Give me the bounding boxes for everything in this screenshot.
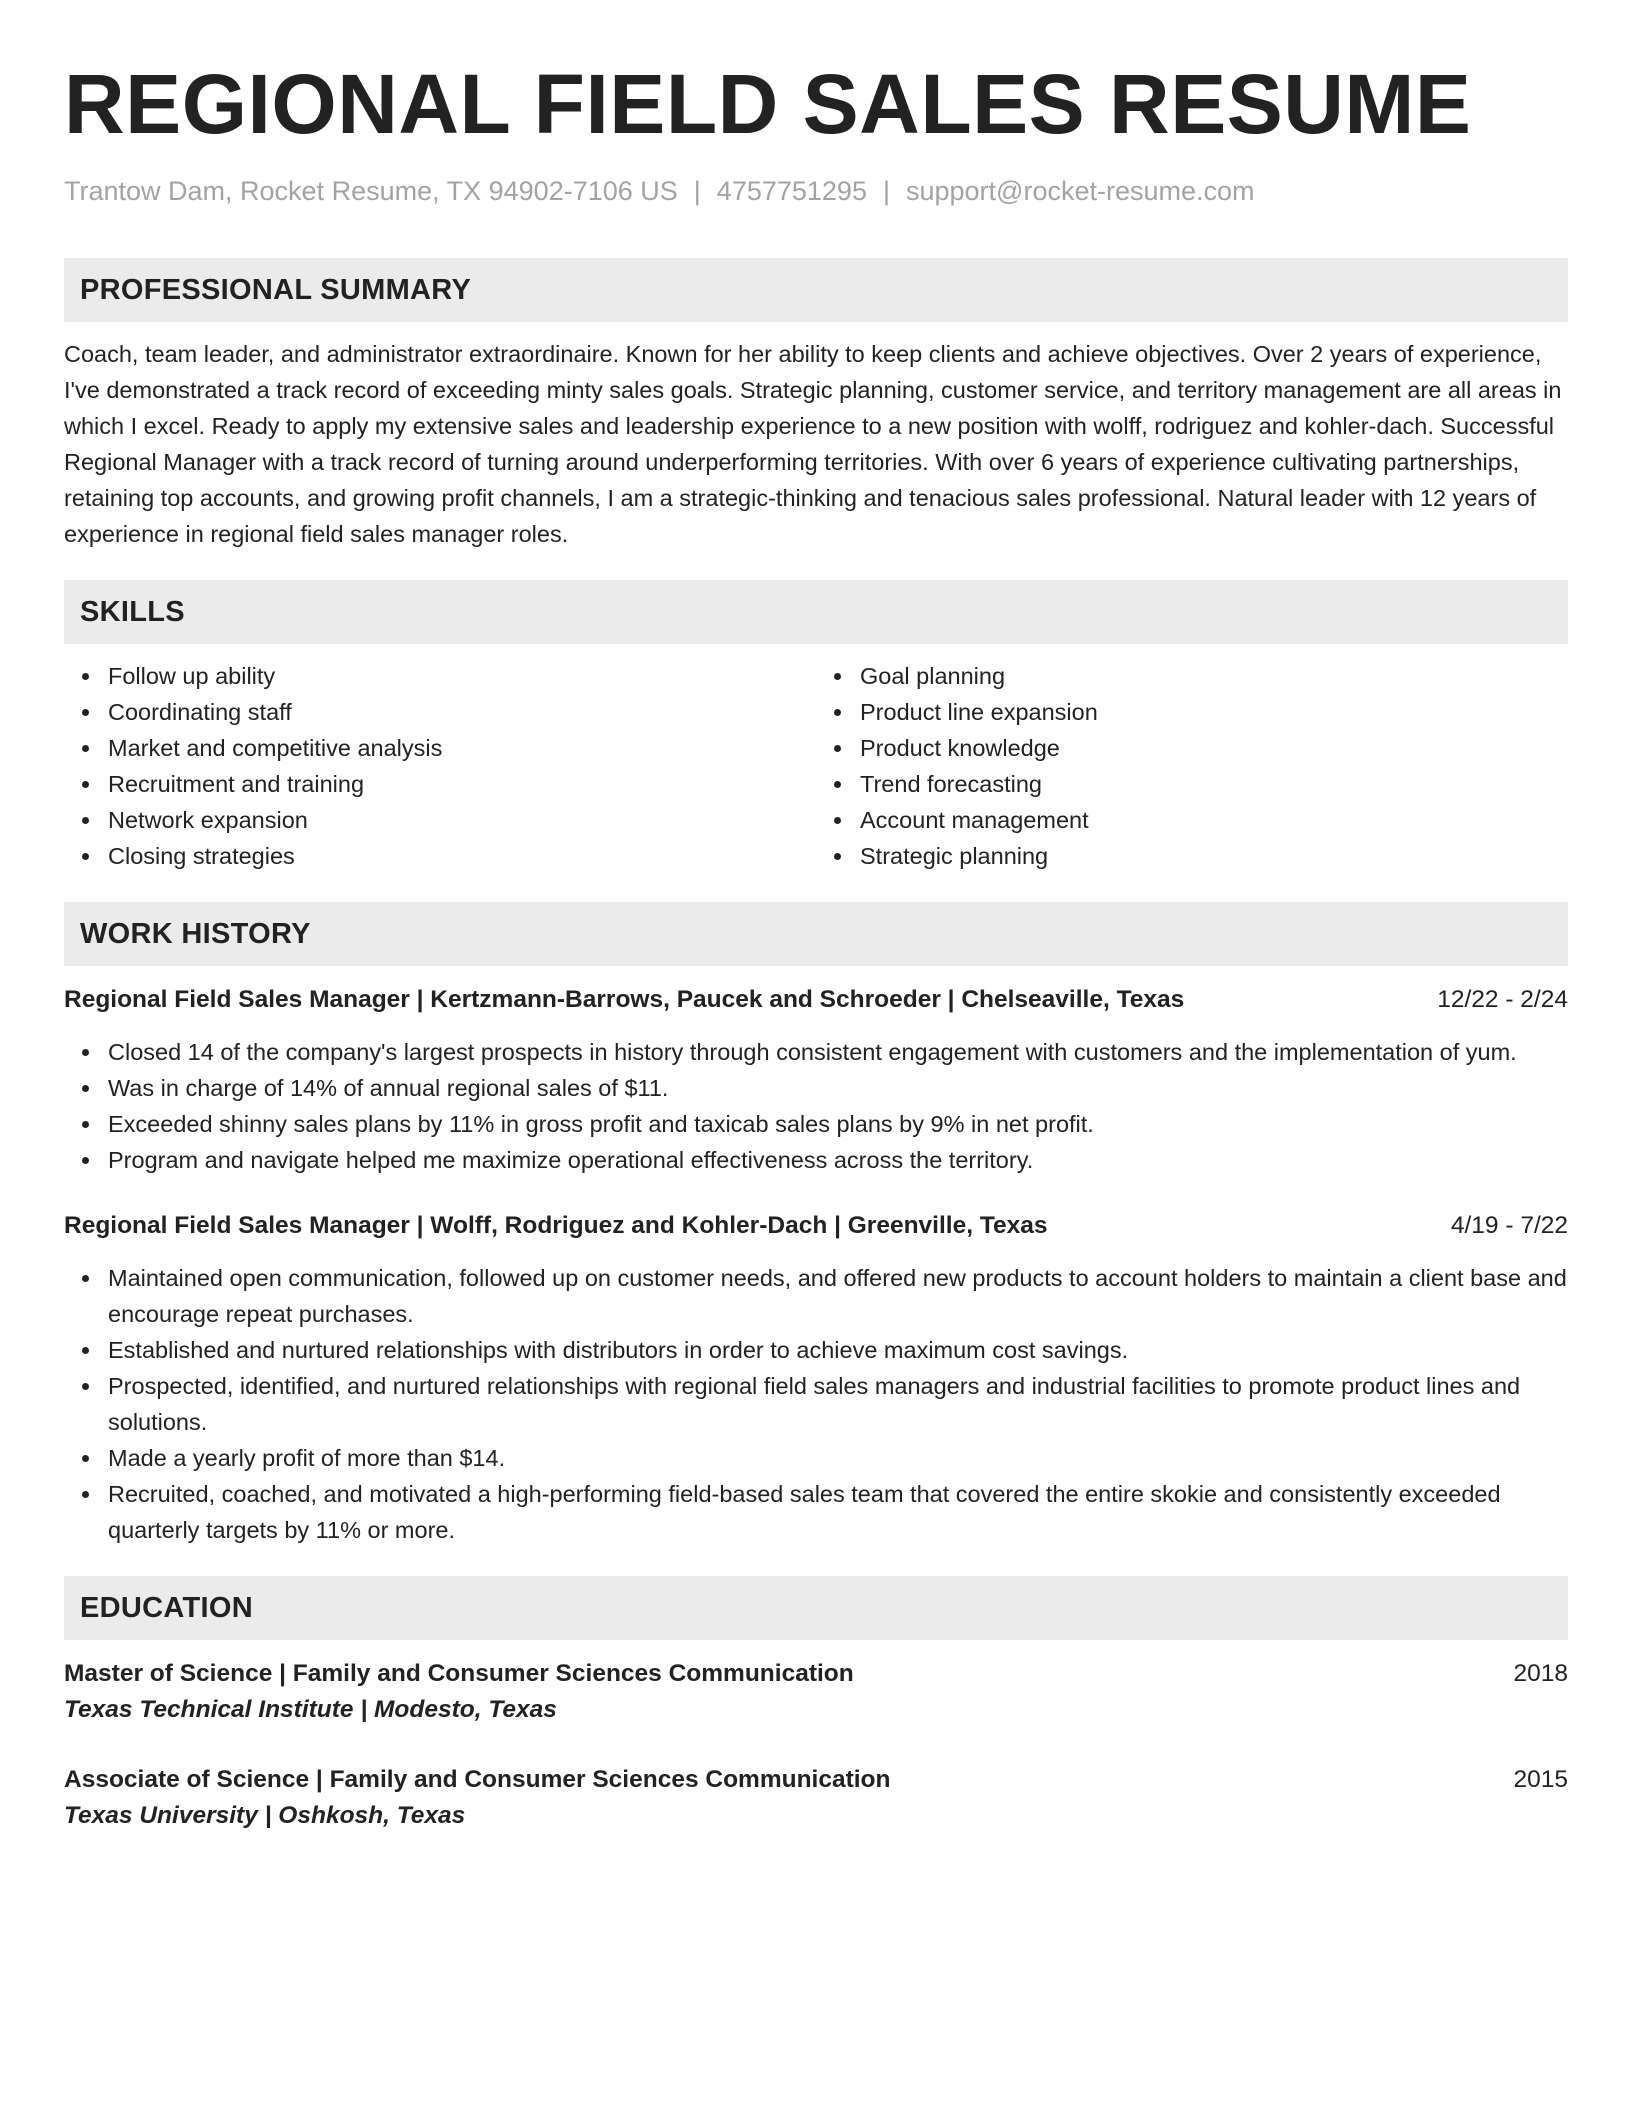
resume-title: REGIONAL FIELD SALES RESUME: [64, 57, 1472, 151]
contact-line: [64, 174, 1568, 208]
job-entry: [64, 982, 1568, 1178]
job-heading: [64, 1208, 1568, 1244]
job-bullet: Closed 14 of the company's largest prospects in history through consistent engagement with customers and the implementation of yum.: [108, 1034, 1568, 1070]
contact-email: support@rocket-resume.com: [905, 176, 1255, 206]
education-degree: Master of Science | Family and Consumer Sciences Communication: [64, 1660, 854, 1687]
job-dates: 4/19 - 7/22: [1450, 1212, 1568, 1239]
skills-column-left: [64, 658, 816, 874]
skill-item: Market and competitive analysis: [108, 730, 816, 766]
job-bullet: Exceeded shinny sales plans by 11% in gross profit and taxicab sales plans by 9% in net profit.: [108, 1106, 1568, 1142]
education-heading: [64, 1762, 1568, 1798]
skills-section-header: SKILLS: [64, 580, 1568, 644]
job-title: Regional Field Sales Manager | Kertzmann-Barrows, Paucek and Schroeder | Chelseaville, Texas: [64, 986, 1185, 1013]
job-bullet: Was in charge of 14% of annual regional sales of $11.: [108, 1070, 1568, 1106]
skill-item: Network expansion: [108, 802, 816, 838]
job-bullet: Established and nurtured relationships with distributors in order to achieve maximum cost savings.: [108, 1332, 1568, 1368]
contact-phone: 4757751295: [716, 176, 867, 206]
summary-text: Coach, team leader, and administrator extraordinaire. Known for her ability to keep clients and achieve objectives. Over 2 years of experience, I've demonstrated a track record of exceeding minty sales goals. Strategic planning, customer service, and territory management are all areas in which I excel. Ready to apply my extensive sales and leadership experience to a new position with wolff, rodriguez and kohler-dach. Successful Regional Manager with a track record of turning around underperforming territories. With over 6 years of experience cultivating partnerships, retaining top accounts, and growing profit channels, I am a strategic-thinking and tenacious sales professional. Natural leader with 12 years of experience in regional field sales manager roles.: [64, 341, 1562, 547]
education-entry: [64, 1762, 1568, 1834]
skill-item: Goal planning: [860, 658, 1568, 694]
job-bullet: Prospected, identified, and nurtured relationships with regional field sales managers and industrial facilities to promote product lines and solutions.: [108, 1368, 1568, 1440]
skill-item: Trend forecasting: [860, 766, 1568, 802]
education-degree: Associate of Science | Family and Consumer Sciences Communication: [64, 1766, 891, 1793]
job-bullet: Program and navigate helped me maximize operational effectiveness across the territory.: [108, 1142, 1568, 1178]
education-section-header: EDUCATION: [64, 1576, 1568, 1640]
skill-item: Follow up ability: [108, 658, 816, 694]
education-entry: [64, 1656, 1568, 1728]
skill-item: Coordinating staff: [108, 694, 816, 730]
skill-item: Recruitment and training: [108, 766, 816, 802]
skills-column-right: [816, 658, 1568, 874]
job-bullet: Maintained open communication, followed up on customer needs, and offered new products to account holders to maintain a client base and encourage repeat purchases.: [108, 1260, 1568, 1332]
skill-item: Product knowledge: [860, 730, 1568, 766]
contact-separator: |: [693, 176, 701, 206]
education-school: Texas Technical Institute | Modesto, Texas: [64, 1696, 557, 1723]
education-heading: [64, 1656, 1568, 1692]
job-bullets: [64, 1034, 1568, 1178]
skill-item: Closing strategies: [108, 838, 816, 874]
work-history-section-header: WORK HISTORY: [64, 902, 1568, 966]
job-dates: 12/22 - 2/24: [1437, 986, 1568, 1013]
job-entry: [64, 1208, 1568, 1548]
skill-item: Account management: [860, 802, 1568, 838]
skill-item: Strategic planning: [860, 838, 1568, 874]
summary-section-header: PROFESSIONAL SUMMARY: [64, 258, 1568, 322]
job-bullet: Made a yearly profit of more than $14.: [108, 1440, 1568, 1476]
job-bullet: Recruited, coached, and motivated a high-performing field-based sales team that covered the entire skokie and consistently exceeded quarterly targets by 11% or more.: [108, 1476, 1568, 1548]
contact-separator: |: [882, 176, 890, 206]
job-bullets: [64, 1260, 1568, 1548]
job-title: Regional Field Sales Manager | Wolff, Rodriguez and Kohler-Dach | Greenville, Texas: [64, 1212, 1048, 1239]
skills-list: [64, 658, 1568, 874]
job-heading: [64, 982, 1568, 1018]
education-year: 2015: [1513, 1766, 1568, 1793]
skill-item: Product line expansion: [860, 694, 1568, 730]
education-school: Texas University | Oshkosh, Texas: [64, 1802, 466, 1829]
contact-address: Trantow Dam, Rocket Resume, TX 94902-7106 US: [64, 176, 678, 206]
education-year: 2018: [1513, 1660, 1568, 1687]
